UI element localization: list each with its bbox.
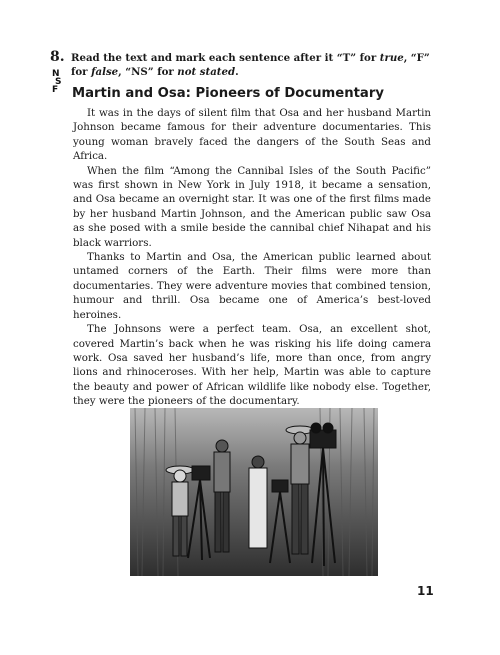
article-paragraph: It was in the days of silent film that Osa and her husband Martin Johnson became famous for their adventure documentaries. This young woman bravely faced the dangers of the South Seas and Africa. — [73, 107, 431, 163]
nsf-letter-n: N — [52, 69, 60, 79]
article-paragraph: The Johnsons were a perfect team. Osa, an excellent shot, covered Martin’s back when he was risking his life doing camera work. Osa saved her husband’s life, more than once, from angry lions and rhinoceroses. With her help, Martin was able to capture the beauty and power of African wildlife like nobody else. Together, they were the pioneers of the documentary. — [73, 323, 431, 408]
task-text-part: , “F” for — [71, 52, 430, 78]
article-paragraph: Thanks to Martin and Osa, the American public learned about untamed corners of the Earth. Their films were more than documentaries. They were adventure movies that combined tension, humour and thrill. Osa became one of America’s best-loved heroines. — [73, 251, 431, 321]
article-body — [73, 106, 431, 409]
article-title: Martin and Osa: Pioneers of Documentary — [72, 86, 384, 101]
documentary-photo — [130, 408, 378, 576]
nsf-icon — [52, 70, 66, 96]
nsf-letter-s: S — [55, 77, 62, 87]
page-number: 11 — [417, 584, 434, 598]
task-text-part: , “NS” for — [118, 66, 178, 78]
task-text-part: Read the text and mark each sentence after it “T” for — [71, 52, 380, 64]
true-label: true — [379, 52, 404, 64]
photo-illustration — [130, 408, 378, 576]
article-paragraph: When the film “Among the Cannibal Isles of the South Pacific” was first shown in New York in July 1918, it became a sensation, and Osa became an overnight star. It was one of the first films made by her husband Martin Johnson, and the American public saw Osa as she posed with a smile beside the cannibal chief Nihapat and his black warriors. — [73, 164, 431, 249]
nsf-letter-f: F — [52, 85, 59, 95]
task-number: 8. — [50, 49, 65, 65]
false-label: false — [91, 66, 119, 78]
not-stated-label: not stated — [177, 66, 236, 78]
task-text-part: . — [235, 66, 239, 78]
task-text — [71, 51, 441, 79]
